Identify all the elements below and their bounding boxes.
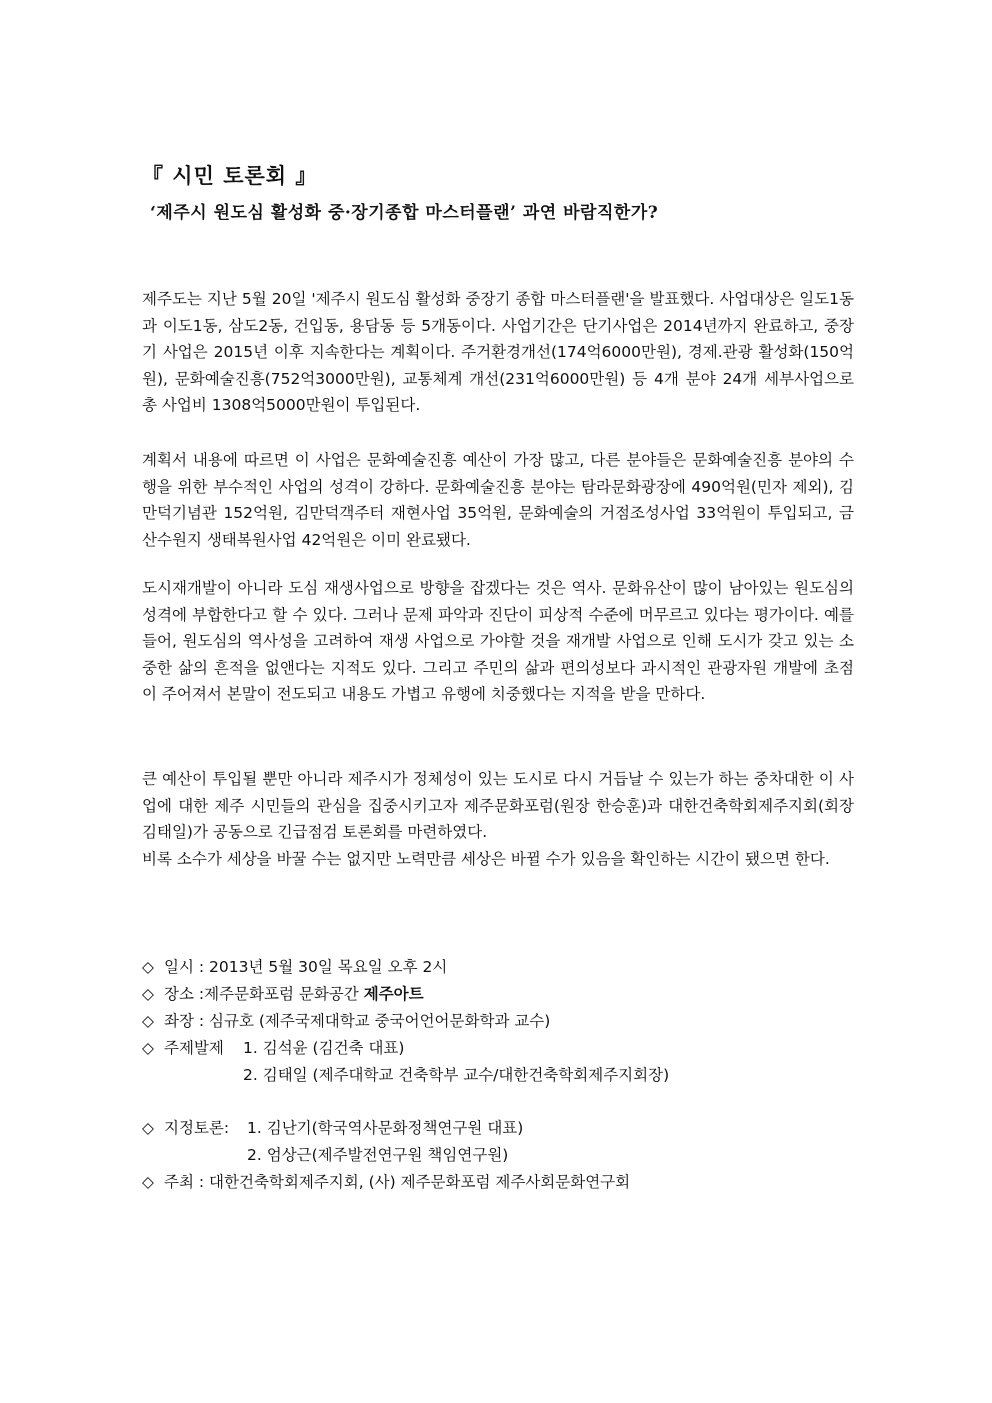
info-presenter-label: 주제발제 <box>164 1039 224 1057</box>
info-chair-text: 좌장 : 심규호 (제주국제대학교 중국어언어문화학과 교수) <box>164 1012 551 1030</box>
paragraph-4: 큰 예산이 투입될 뿐만 아니라 제주시가 정체성이 있는 도시로 다시 거듭날 수 있는가 하는 중차대한 이 사업에 대한 제주 시민들의 관심을 집중시키고자 제주문화포럼(원장 한승훈)과 대한건축학회제주지회(회장 김태일)가 공동으로 긴급점검 토론회를 마련하였다. <box>142 770 854 841</box>
diamond-bullet-icon: ◇ <box>142 1039 154 1057</box>
paragraph-5: 비록 소수가 세상을 바꿀 수는 없지만 노력만큼 세상은 바뀔 수가 있음을 확인하는 시간이 됐으면 한다. <box>142 850 830 868</box>
paragraph-3: 도시재개발이 아니라 도심 재생사업으로 방향을 잡겠다는 것은 역사. 문화유산이 많이 남아있는 원도심의 성격에 부합한다고 할 수 있다. 그러나 문제 파악과 진단이 피상적 수준에 머무르고 있다는 평가이다. 예를 들어, 원도심의 역사성을 고려하여 재생 사업으로 가야할 것을 재개발 사업으로 인해 도시가 갖고 있는 소중한 삶의 흔적을 없앤다는 지적도 있다. 그리고 주민의 삶과 편의성보다 과시적인 관광자원 개발에 초점이 주어져서 본말이 전도되고 내용도 가볍고 유행에 치중했다는 지적을 받을 만하다. <box>142 579 854 703</box>
diamond-bullet-icon: ◇ <box>142 1012 154 1030</box>
info-place <box>142 982 424 1004</box>
info-panel-label: 지정토론: <box>164 1119 230 1137</box>
diamond-bullet-icon: ◇ <box>142 1119 154 1137</box>
document-subtitle: ‘제주시 원도심 활성화 중·장기종합 마스터플랜’ 과연 바람직한가? <box>150 203 659 223</box>
info-host <box>142 1170 630 1192</box>
info-presenter-1: 1. 김석윤 (김건축 대표) <box>243 1039 405 1057</box>
diamond-bullet-icon: ◇ <box>142 1173 154 1191</box>
info-presenters <box>142 1036 224 1058</box>
info-host-text: 주최 : 대한건축학회제주지회, (사) 제주문화포럼 제주사회문화연구회 <box>164 1173 631 1191</box>
diamond-bullet-icon: ◇ <box>142 985 154 1003</box>
info-panel-1: 1. 김난기(학국역사문화정책연구원 대표) <box>247 1119 524 1137</box>
diamond-bullet-icon: ◇ <box>142 958 154 976</box>
document-title: 『 시민 토론회 』 <box>142 163 318 188</box>
info-panel-2: 2. 엄상근(제주발전연구원 책임연구원) <box>247 1146 509 1164</box>
info-panel <box>142 1116 229 1138</box>
info-place-text: 장소 :제주문화포럼 문화공간 <box>164 985 364 1003</box>
info-date <box>142 955 447 977</box>
paragraph-2: 계획서 내용에 따르면 이 사업은 문화예술진흥 예산이 가장 많고, 다른 분야들은 문화예술진흥 분야의 수행을 위한 부수적인 사업의 성격이 강하다. 문화예술진흥 분야는 탐라문화광장에 490억원(민자 제외), 김만덕기념관 152억원, 김만덕객주터 재현사업 35억원, 문화예술의 거점조성사업 33억원이 투입되고, 금산수원지 생태복원사업 42억원은 이미 완료됐다. <box>142 451 854 549</box>
info-chair <box>142 1009 550 1031</box>
info-date-text: 일시 : 2013년 5월 30일 목요일 오후 2시 <box>164 958 448 976</box>
paragraph-1: 제주도는 지난 5월 20일 '제주시 원도심 활성화 중장기 종합 마스터플랜'을 발표했다. 사업대상은 일도1동과 이도1동, 삼도2동, 건입동, 용담동 등 5개동이다. 사업기간은 단기사업은 2014년까지 완료하고, 중장기 사업은 2015년 이후 지속한다는 계획이다. 주거환경개선(174억6000만원), 경제.관광 활성화(150억원), 문화예술진흥(752억3000만원), 교통체계 개선(231억6000만원) 등 4개 분야 24개 세부사업으로 총 사업비 1308억5000만원이 투입된다. <box>142 290 854 414</box>
info-presenter-2: 2. 김태일 (제주대학교 건축학부 교수/대한건축학회제주지회장) <box>243 1066 670 1084</box>
info-place-venue: 제주아트 <box>363 985 424 1003</box>
